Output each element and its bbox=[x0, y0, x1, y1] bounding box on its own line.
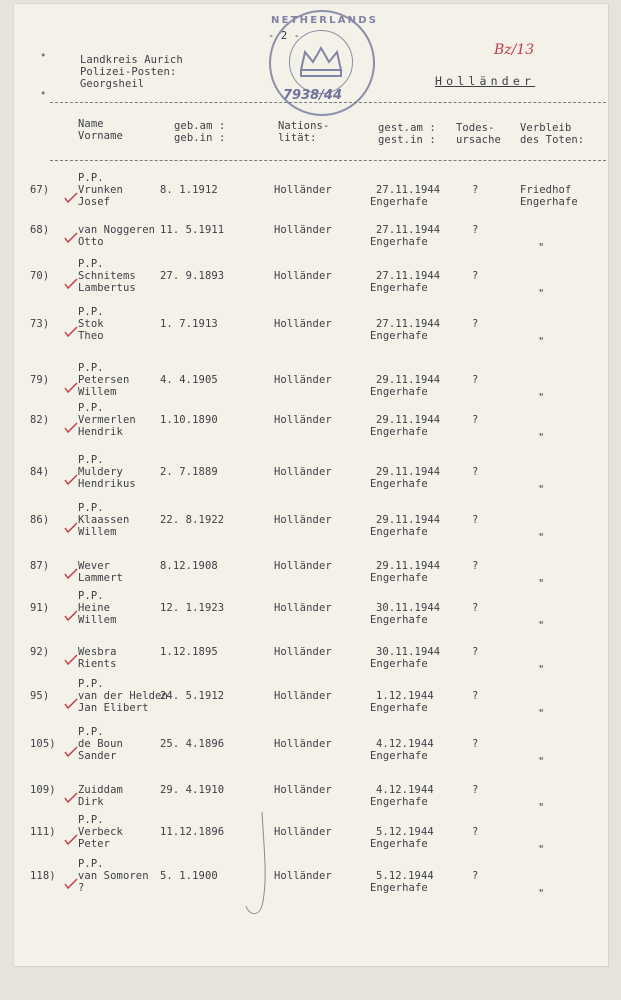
red-check-mark-icon bbox=[64, 382, 78, 394]
location-line: Georgsheil bbox=[80, 78, 145, 90]
death-date: 29.11.1944 bbox=[376, 560, 441, 572]
nationality: Holländer bbox=[274, 224, 332, 236]
record-number: 95) bbox=[30, 690, 50, 702]
record-number: 111) bbox=[30, 826, 56, 838]
cause-of-death: ? bbox=[472, 738, 479, 750]
birth-date: 8.12.1908 bbox=[160, 560, 218, 572]
surname: Wever bbox=[78, 560, 111, 572]
surname: Muldery bbox=[78, 466, 123, 478]
given-name: Willem bbox=[78, 526, 117, 538]
given-name: Hendrikus bbox=[78, 478, 136, 490]
record-number: 92) bbox=[30, 646, 50, 658]
whereabouts: " bbox=[538, 336, 545, 348]
death-date: 29.11.1944 bbox=[376, 414, 441, 426]
record-number: 73) bbox=[30, 318, 50, 330]
nationality: Holländer bbox=[274, 374, 332, 386]
given-name: Theo bbox=[78, 330, 104, 342]
surname: Vrunken bbox=[78, 184, 123, 196]
record-number: 82) bbox=[30, 414, 50, 426]
death-date: 5.12.1944 bbox=[376, 870, 434, 882]
death-place: Engerhafe bbox=[370, 838, 428, 850]
death-date: 30.11.1944 bbox=[376, 602, 441, 614]
record-number: 91) bbox=[30, 602, 50, 614]
crown-emblem-icon bbox=[297, 44, 345, 78]
record-number: 109) bbox=[30, 784, 56, 796]
nationality: Holländer bbox=[274, 270, 332, 282]
death-date: 4.12.1944 bbox=[376, 784, 434, 796]
birth-date: 4. 4.1905 bbox=[160, 374, 218, 386]
birth-date: 11. 5.1911 bbox=[160, 224, 225, 236]
surname: Heine bbox=[78, 602, 111, 614]
death-date: 29.11.1944 bbox=[376, 514, 441, 526]
surname: Wesbra bbox=[78, 646, 117, 658]
given-name: Willem bbox=[78, 386, 117, 398]
nationality: Holländer bbox=[274, 560, 332, 572]
red-check-mark-icon bbox=[64, 278, 78, 290]
red-check-mark-icon bbox=[64, 568, 78, 580]
given-name: ? bbox=[78, 882, 85, 894]
death-place: Engerhafe bbox=[370, 526, 428, 538]
whereabouts: " bbox=[538, 708, 545, 720]
police-post-line: Polizei-Posten: bbox=[80, 66, 177, 78]
cause-of-death: ? bbox=[472, 646, 479, 658]
death-date: 27.11.1944 bbox=[376, 270, 441, 282]
death-date: 30.11.1944 bbox=[376, 646, 441, 658]
pp-marker: P.P. bbox=[78, 258, 104, 270]
whereabouts: " bbox=[538, 532, 545, 544]
cause-of-death: ? bbox=[472, 870, 479, 882]
margin-dot: • bbox=[40, 50, 47, 62]
col-header-deathdate: gest.am : bbox=[378, 122, 436, 134]
pencil-scribble bbox=[242, 810, 272, 920]
record-number: 79) bbox=[30, 374, 50, 386]
pp-marker: P.P. bbox=[78, 402, 104, 414]
death-date: 5.12.1944 bbox=[376, 826, 434, 838]
death-place: Engerhafe bbox=[370, 658, 428, 670]
pp-marker: P.P. bbox=[78, 362, 104, 374]
surname: van Noggeren bbox=[78, 224, 156, 236]
birth-date: 5. 1.1900 bbox=[160, 870, 218, 882]
record-number: 70) bbox=[30, 270, 50, 282]
whereabouts: " bbox=[538, 620, 545, 632]
cause-of-death: ? bbox=[472, 224, 479, 236]
document-page bbox=[14, 4, 608, 966]
cause-of-death: ? bbox=[472, 184, 479, 196]
red-check-mark-icon bbox=[64, 698, 78, 710]
nationality: Holländer bbox=[274, 826, 332, 838]
death-place: Engerhafe bbox=[370, 796, 428, 808]
nationality: Holländer bbox=[274, 514, 332, 526]
district-line: Landkreis Aurich bbox=[80, 54, 183, 66]
death-date: 29.11.1944 bbox=[376, 466, 441, 478]
cause-of-death: ? bbox=[472, 826, 479, 838]
red-check-mark-icon bbox=[64, 878, 78, 890]
surname: Petersen bbox=[78, 374, 130, 386]
birth-date: 22. 8.1922 bbox=[160, 514, 225, 526]
nationality: Holländer bbox=[274, 784, 332, 796]
whereabouts: " bbox=[538, 578, 545, 590]
nationality: Holländer bbox=[274, 466, 332, 478]
death-place: Engerhafe bbox=[370, 386, 428, 398]
red-check-mark-icon bbox=[64, 522, 78, 534]
cause-of-death: ? bbox=[472, 560, 479, 572]
death-place: Engerhafe bbox=[370, 614, 428, 626]
whereabouts: " bbox=[538, 844, 545, 856]
surname: Klaassen bbox=[78, 514, 130, 526]
col-header-whereabouts-2: des Toten: bbox=[520, 134, 585, 146]
death-date: 29.11.1944 bbox=[376, 374, 441, 386]
stamp-number: 7938/44 bbox=[283, 88, 343, 103]
whereabouts: " bbox=[538, 802, 545, 814]
col-header-cause: Todes- bbox=[456, 122, 495, 134]
pp-marker: P.P. bbox=[78, 814, 104, 826]
whereabouts: " bbox=[538, 888, 545, 900]
death-date: 1.12.1944 bbox=[376, 690, 434, 702]
given-name: Willem bbox=[78, 614, 117, 626]
page-title: Holländer bbox=[435, 74, 536, 88]
given-name: Rients bbox=[78, 658, 117, 670]
stamp-ring-text: NETHERLANDS bbox=[271, 15, 379, 26]
red-check-mark-icon bbox=[64, 326, 78, 338]
cause-of-death: ? bbox=[472, 318, 479, 330]
birth-date: 12. 1.1923 bbox=[160, 602, 225, 614]
nationality: Holländer bbox=[274, 646, 332, 658]
cause-of-death: ? bbox=[472, 602, 479, 614]
nationality: Holländer bbox=[274, 318, 332, 330]
whereabouts: " bbox=[538, 664, 545, 676]
given-name: Lambertus bbox=[78, 282, 136, 294]
given-name: Lammert bbox=[78, 572, 123, 584]
red-check-mark-icon bbox=[64, 422, 78, 434]
red-check-mark-icon bbox=[64, 654, 78, 666]
given-name: Otto bbox=[78, 236, 104, 248]
cause-of-death: ? bbox=[472, 374, 479, 386]
nationality: Holländer bbox=[274, 602, 332, 614]
death-place: Engerhafe bbox=[370, 426, 428, 438]
record-number: 86) bbox=[30, 514, 50, 526]
birth-date: 11.12.1896 bbox=[160, 826, 225, 838]
whereabouts: " bbox=[538, 484, 545, 496]
death-date: 27.11.1944 bbox=[376, 184, 441, 196]
birth-date: 1.12.1895 bbox=[160, 646, 218, 658]
given-name: Jan Elibert bbox=[78, 702, 149, 714]
death-place: Engerhafe bbox=[370, 702, 428, 714]
pp-marker: P.P. bbox=[78, 726, 104, 738]
col-header-birthplace: geb.in : bbox=[174, 132, 226, 144]
birth-date: 24. 5.1912 bbox=[160, 690, 225, 702]
given-name: Sander bbox=[78, 750, 117, 762]
record-number: 67) bbox=[30, 184, 50, 196]
death-place: Engerhafe bbox=[370, 236, 428, 248]
given-name: Dirk bbox=[78, 796, 104, 808]
nationality: Holländer bbox=[274, 738, 332, 750]
surname: van der Helden bbox=[78, 690, 168, 702]
col-header-name: Name bbox=[78, 118, 104, 130]
table-header-rule bbox=[50, 160, 606, 161]
whereabouts: Friedhof bbox=[520, 184, 572, 196]
cause-of-death: ? bbox=[472, 414, 479, 426]
col-header-nationality: Nations- bbox=[278, 120, 330, 132]
whereabouts-place: Engerhafe bbox=[520, 196, 578, 208]
official-stamp bbox=[269, 10, 379, 116]
surname: Vermerlen bbox=[78, 414, 136, 426]
given-name: Hendrik bbox=[78, 426, 123, 438]
record-number: 87) bbox=[30, 560, 50, 572]
pp-marker: P.P. bbox=[78, 858, 104, 870]
whereabouts: " bbox=[538, 756, 545, 768]
cause-of-death: ? bbox=[472, 690, 479, 702]
record-number: 105) bbox=[30, 738, 56, 750]
birth-date: 1. 7.1913 bbox=[160, 318, 218, 330]
pp-marker: P.P. bbox=[78, 172, 104, 184]
death-date: 27.11.1944 bbox=[376, 224, 441, 236]
birth-date: 8. 1.1912 bbox=[160, 184, 218, 196]
cause-of-death: ? bbox=[472, 784, 479, 796]
whereabouts: " bbox=[538, 242, 545, 254]
surname: van Somoren bbox=[78, 870, 149, 882]
col-header-deathplace: gest.in : bbox=[378, 134, 436, 146]
surname: Verbeck bbox=[78, 826, 123, 838]
header-rule bbox=[50, 102, 606, 103]
record-number: 84) bbox=[30, 466, 50, 478]
red-check-mark-icon bbox=[64, 610, 78, 622]
pp-marker: P.P. bbox=[78, 502, 104, 514]
col-header-birthdate: geb.am : bbox=[174, 120, 226, 132]
nationality: Holländer bbox=[274, 690, 332, 702]
given-name: Peter bbox=[78, 838, 111, 850]
col-header-nationality-2: lität: bbox=[278, 132, 317, 144]
birth-date: 2. 7.1889 bbox=[160, 466, 218, 478]
surname: Stok bbox=[78, 318, 104, 330]
pp-marker: P.P. bbox=[78, 306, 104, 318]
death-place: Engerhafe bbox=[370, 282, 428, 294]
death-place: Engerhafe bbox=[370, 572, 428, 584]
col-header-cause-2: ursache bbox=[456, 134, 501, 146]
red-check-mark-icon bbox=[64, 192, 78, 204]
whereabouts: " bbox=[538, 392, 545, 404]
surname: Zuiddam bbox=[78, 784, 123, 796]
pp-marker: P.P. bbox=[78, 454, 104, 466]
whereabouts: " bbox=[538, 288, 545, 300]
red-check-mark-icon bbox=[64, 834, 78, 846]
birth-date: 29. 4.1910 bbox=[160, 784, 225, 796]
cause-of-death: ? bbox=[472, 466, 479, 478]
given-name: Josef bbox=[78, 196, 111, 208]
surname: Schnitems bbox=[78, 270, 136, 282]
surname: de Boun bbox=[78, 738, 123, 750]
death-place: Engerhafe bbox=[370, 478, 428, 490]
birth-date: 25. 4.1896 bbox=[160, 738, 225, 750]
red-check-mark-icon bbox=[64, 474, 78, 486]
nationality: Holländer bbox=[274, 870, 332, 882]
margin-dot: • bbox=[40, 88, 47, 100]
handwritten-reference: Bz/13 bbox=[494, 42, 535, 58]
death-place: Engerhafe bbox=[370, 882, 428, 894]
birth-date: 27. 9.1893 bbox=[160, 270, 225, 282]
birth-date: 1.10.1890 bbox=[160, 414, 218, 426]
red-check-mark-icon bbox=[64, 792, 78, 804]
record-number: 68) bbox=[30, 224, 50, 236]
death-date: 4.12.1944 bbox=[376, 738, 434, 750]
col-header-whereabouts: Verbleib bbox=[520, 122, 572, 134]
death-date: 27.11.1944 bbox=[376, 318, 441, 330]
cause-of-death: ? bbox=[472, 514, 479, 526]
pp-marker: P.P. bbox=[78, 678, 104, 690]
col-header-firstname: Vorname bbox=[78, 130, 123, 142]
red-check-mark-icon bbox=[64, 232, 78, 244]
nationality: Holländer bbox=[274, 184, 332, 196]
red-check-mark-icon bbox=[64, 746, 78, 758]
cause-of-death: ? bbox=[472, 270, 479, 282]
death-place: Engerhafe bbox=[370, 330, 428, 342]
record-number: 118) bbox=[30, 870, 56, 882]
page-number: - 2 - bbox=[268, 30, 301, 42]
whereabouts: " bbox=[538, 432, 545, 444]
pp-marker: P.P. bbox=[78, 590, 104, 602]
death-place: Engerhafe bbox=[370, 750, 428, 762]
nationality: Holländer bbox=[274, 414, 332, 426]
death-place: Engerhafe bbox=[370, 196, 428, 208]
